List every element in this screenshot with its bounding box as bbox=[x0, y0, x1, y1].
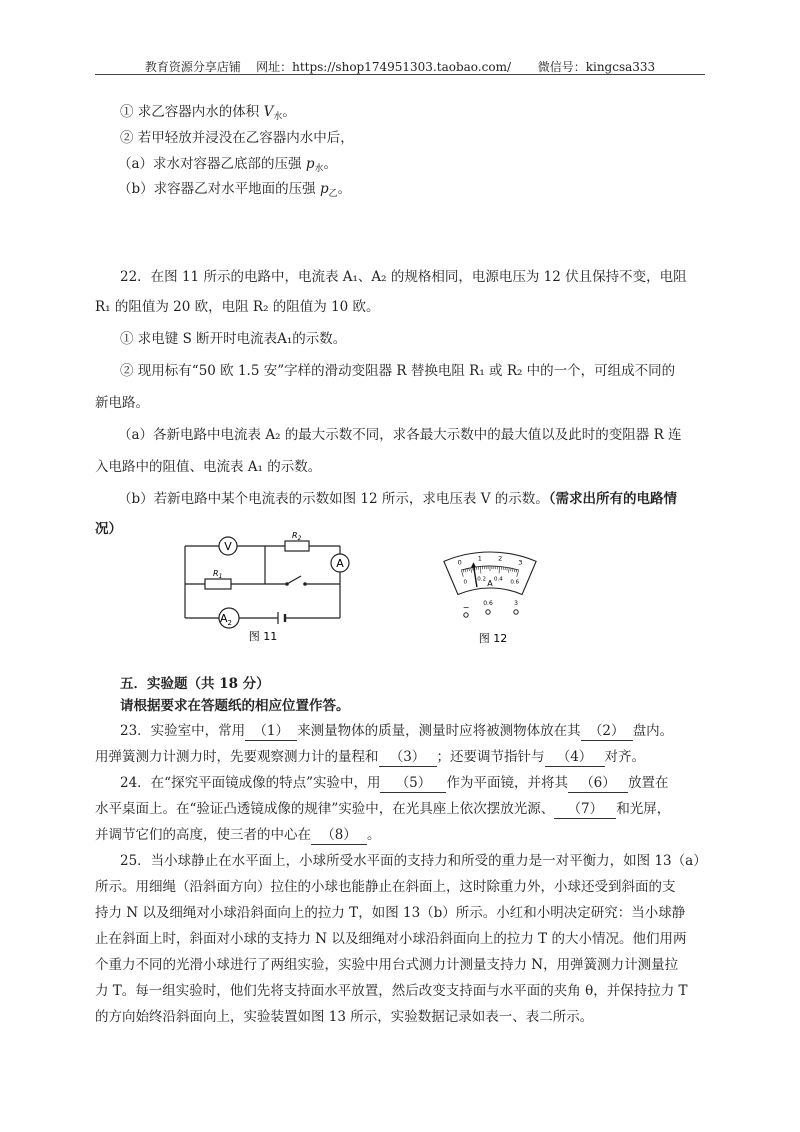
header-shop: 教育资源分享店铺 bbox=[144, 60, 241, 74]
terminal-0-6-post bbox=[486, 610, 490, 614]
dial-bottom-tick-label: 0.2 bbox=[477, 576, 487, 583]
ammeter-a1-label: A bbox=[336, 557, 344, 570]
dial-top-tick-label: 2 bbox=[498, 554, 503, 563]
dial-top-tick-label: 3 bbox=[518, 558, 523, 567]
r1-label: $R_1$ bbox=[213, 569, 223, 580]
page-header bbox=[95, 58, 705, 75]
q25-line3: 持力 N 以及细绳对小球沿斜面向上的拉力 T，如图 13（b）所示。小红和小明决定研究：当小球静 bbox=[95, 905, 686, 921]
q24-line2: 水平桌面上。在“验证凸透镜成像的规律”实验中，在光具座上依次摆放光源、 （7） 和光屏， bbox=[95, 801, 671, 817]
voltmeter-label: V bbox=[224, 540, 232, 553]
q23-line1: 23．实验室中，常用 （1） 来测量物体的质量，测量时应将被测物体放在其 （2） 盘内。 bbox=[120, 723, 674, 739]
q22-line2: R₁ 的阻值为 20 欧，电阻 R₂ 的阻值为 10 欧。 bbox=[95, 299, 380, 315]
dial-bottom-tick-label: 0 bbox=[463, 579, 467, 586]
terminal-neg: − bbox=[462, 603, 470, 612]
header-url: 网址：https://shop174951303.taobao.com/ bbox=[256, 60, 511, 74]
blank-2: （2） bbox=[581, 722, 633, 741]
dial-bottom-tick-label: 0.6 bbox=[510, 579, 520, 586]
blank-5: （5） bbox=[380, 774, 446, 793]
dial-face bbox=[444, 552, 536, 595]
blank-6: （6） bbox=[568, 774, 628, 793]
resistor-r2 bbox=[285, 541, 309, 551]
figure-11-circuit bbox=[175, 528, 365, 648]
header-wechat: 微信号：kingcsa333 bbox=[537, 60, 656, 74]
section5-instruction: 请根据要求在答题纸的相应位置作答。 bbox=[120, 698, 350, 714]
q22-line9: 况） bbox=[95, 521, 122, 537]
q25-line4: 止在斜面上时，斜面对小球的支持力 N 以及细绳对小球沿斜面向上的拉力 T 的大小情况。他们用两 bbox=[95, 931, 687, 947]
blank-1: （1） bbox=[245, 722, 297, 741]
q22-line4: ② 现用标有“50 欧 1.5 安”字样的滑动变阻器 R 替换电阻 R₁ 或 R₂ 中的一个，可组成不同的 bbox=[120, 363, 676, 379]
q21-item1: ① 求乙容器内水的体积 $V_水$。 bbox=[120, 104, 296, 122]
resistor-r1 bbox=[205, 579, 231, 589]
dial-bottom-tick-label: 0.4 bbox=[493, 576, 503, 583]
figure-12-ammeter bbox=[420, 540, 560, 650]
q25-line2: 所示。用细绳（沿斜面方向）拉住的小球也能静止在斜面上，这时除重力外，小球还受到斜面的支 bbox=[95, 879, 676, 895]
blank-7: （7） bbox=[554, 800, 616, 819]
q24-line3: 并调节它们的高度，使三者的中心在 （8） 。 bbox=[95, 827, 381, 843]
figure-11-caption: 图 11 bbox=[248, 630, 278, 643]
q23-line2: 用弹簧测力计测力时，先要观察测力计的量程和 （3） ；还要调节指针与 （4） 对齐。 bbox=[95, 749, 645, 765]
q21-b: （b）求容器乙对水平地面的压强 $p_乙$。 bbox=[118, 181, 352, 199]
dial-unit-label: A bbox=[487, 579, 493, 588]
q22-line8: （b）若新电路中某个电流表的示数如图 12 所示，求电压表 V 的示数。（需求出所有的电路情 bbox=[118, 491, 677, 507]
q24-line1: 24．在“探究平面镜成像的特点”实验中，用 （5） 作为平面镜，并将其 （6） 放置在 bbox=[120, 775, 669, 791]
figure-12-caption: 图 12 bbox=[478, 632, 508, 645]
q21-item2: ② 若甲轻放并浸没在乙容器内水中后， bbox=[120, 130, 354, 146]
q25-line6: 力 T。每一组实验时，他们先将支持面水平放置，然后改变支持面与水平面的夹角 θ，并保持拉力 T bbox=[95, 983, 688, 999]
blank-8: （8） bbox=[311, 826, 367, 845]
q22-line3: ① 求电键 S 断开时电流表A₁的示数。 bbox=[120, 331, 347, 347]
dial-top-tick-label: 1 bbox=[477, 554, 482, 563]
q22-line1: 22．在图 11 所示的电路中，电流表 A₁、A₂ 的规格相同，电源电压为 12 伏且保持不变，电阻 bbox=[120, 269, 687, 285]
q25-line1: 25．当小球静止在水平面上，小球所受水平面的支持力和所受的重力是一对平衡力，如图 13（a） bbox=[120, 853, 707, 869]
r2-label: $R_2$ bbox=[292, 531, 302, 542]
header-divider bbox=[95, 74, 705, 75]
terminal-3: 3 bbox=[514, 600, 518, 607]
terminal-3-post bbox=[514, 610, 518, 614]
section5-title: 五．实验题（共 18 分） bbox=[120, 676, 270, 692]
q21-a: （a）求水对容器乙底部的压强 $p_水$。 bbox=[118, 156, 338, 174]
ammeter-a2-label: $A_2$ bbox=[220, 612, 232, 627]
blank-4: （4） bbox=[545, 748, 605, 767]
q22-line7: 入电路中的阻值、电流表 A₁ 的示数。 bbox=[95, 459, 322, 475]
q22-line5: 新电路。 bbox=[95, 395, 149, 411]
q22-line6: （a）各新电路中电流表 A₂ 的最大示数不同，求各最大示数中的最大值以及此时的变阻器 R 连 bbox=[118, 427, 682, 443]
dial-top-tick-label: 0 bbox=[457, 558, 462, 567]
q25-line7: 的方向始终沿斜面向上，实验装置如图 13 所示，实验数据记录如表一、表二所示。 bbox=[95, 1009, 594, 1025]
terminal-neg-post bbox=[464, 613, 468, 617]
q25-line5: 个重力不同的光滑小球进行了两组实验，实验中用台式测力计测量支持力 N，用弹簧测力计测量拉 bbox=[95, 957, 679, 973]
terminal-0-6: 0.6 bbox=[483, 600, 493, 607]
blank-3: （3） bbox=[379, 748, 437, 767]
